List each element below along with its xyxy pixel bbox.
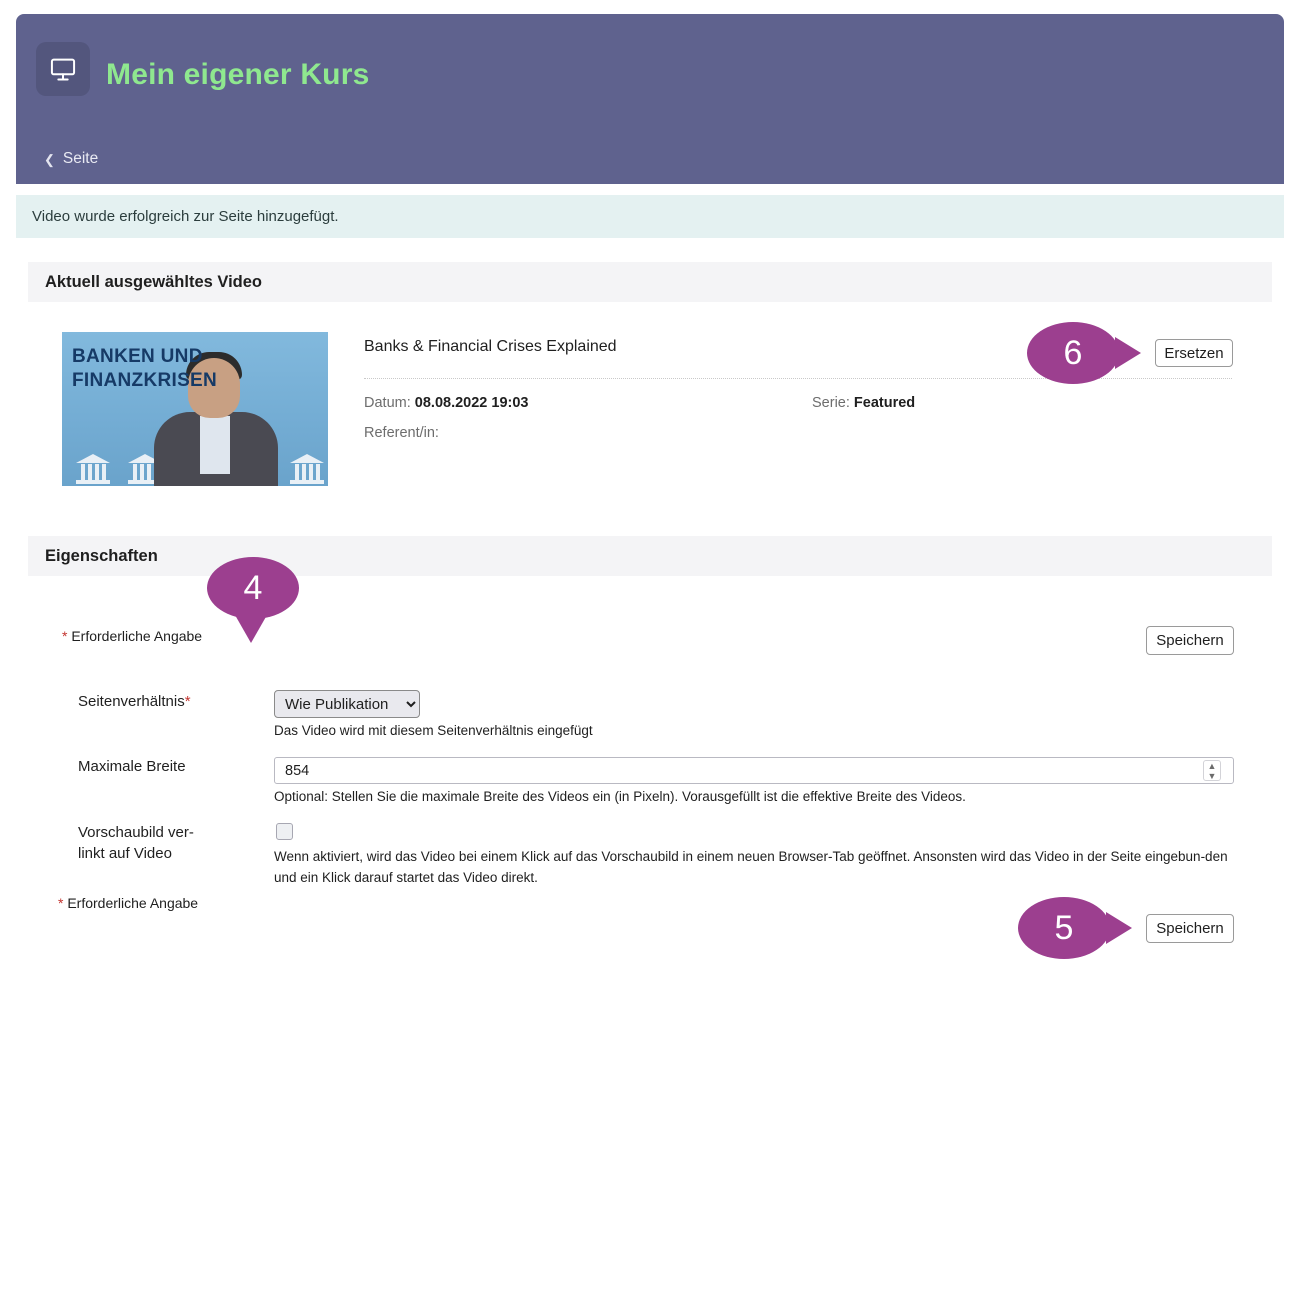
thumbnail-link-label-line2: linkt auf Video [78, 845, 172, 862]
replace-video-button[interactable]: Ersetzen [1155, 339, 1233, 367]
max-width-label: Maximale Breite [78, 758, 186, 775]
callout-marker-5: 5 [1018, 897, 1110, 959]
required-note-bottom [58, 895, 198, 911]
chevron-down-icon: ▼ [1207, 770, 1217, 781]
breadcrumb-label[interactable]: Seite [62, 150, 99, 167]
save-button-top[interactable]: Speichern [1146, 626, 1234, 655]
page-header [16, 14, 1284, 184]
thumbnail-text-line2: FINANZKRISEN [72, 370, 218, 391]
save-button-bottom[interactable]: Speichern [1146, 914, 1234, 943]
chevron-up-icon: ▲ [1207, 760, 1217, 771]
video-date-label: Datum: [364, 395, 411, 411]
video-series-value: Featured [853, 395, 916, 411]
required-note-top [62, 628, 202, 644]
video-thumbnail[interactable] [62, 332, 328, 486]
required-star: * [58, 895, 64, 911]
thumbnail-link-hint: Wenn aktiviert, wird das Video bei einem Klick auf das Vorschaubild in einem neuen Browser-Tab geöffnet. Ansonsten wird das Video in der Seite eingebun-den und ein Klick darauf startet das Video direkt. [274, 849, 1228, 885]
thumbnail-link-label [78, 822, 228, 864]
section-header-properties-label: Eigenschaften [45, 546, 158, 565]
aspect-ratio-label-text: Seitenverhältnis [78, 693, 185, 710]
chevron-left-icon: ❮ [44, 151, 55, 167]
required-note-top-label: Erforderliche Angabe [71, 628, 203, 644]
success-alert [16, 195, 1284, 238]
video-speaker-label: Referent/in: [364, 425, 439, 441]
section-header-video-label: Aktuell ausgewähltes Video [45, 272, 263, 291]
aspect-ratio-hint: Das Video wird mit diesem Seitenverhältnis eingefügt [274, 723, 593, 738]
required-star: * [184, 693, 191, 710]
video-title: Banks & Financial Crises Explained [364, 338, 617, 355]
thumbnail-text-line1: BANKEN UND [72, 346, 203, 367]
breadcrumb[interactable] [44, 150, 98, 168]
divider [364, 378, 1232, 379]
max-width-hint: Optional: Stellen Sie die maximale Breite des Videos ein (in Pixeln). Vorausgefüllt ist die effektive Breite des Videos. [274, 789, 966, 804]
callout-marker-4: 4 [207, 557, 299, 619]
video-date [364, 395, 528, 411]
video-date-value: 08.08.2022 19:03 [414, 395, 529, 411]
max-width-input[interactable] [274, 757, 1234, 784]
speaker-shirt [200, 416, 230, 474]
bank-building-icon [76, 454, 110, 480]
course-icon [36, 42, 90, 96]
bank-building-icon [290, 454, 324, 480]
callout-marker-6: 6 [1027, 322, 1119, 384]
number-stepper[interactable] [1203, 760, 1221, 781]
page-title: Mein eigener Kurs [106, 58, 370, 91]
thumbnail-link-checkbox[interactable] [276, 823, 293, 840]
section-header-video [28, 262, 1272, 302]
required-star: * [62, 628, 68, 644]
alert-message: Video wurde erfolgreich zur Seite hinzugefügt. [32, 208, 339, 225]
required-note-bottom-label: Erforderliche Angabe [67, 895, 199, 911]
thumbnail-link-label-line1: Vorschaubild ver- [78, 824, 194, 841]
video-series [812, 395, 915, 411]
video-series-label: Serie: [812, 395, 850, 411]
aspect-ratio-select[interactable] [274, 690, 420, 718]
aspect-ratio-label [78, 693, 191, 710]
